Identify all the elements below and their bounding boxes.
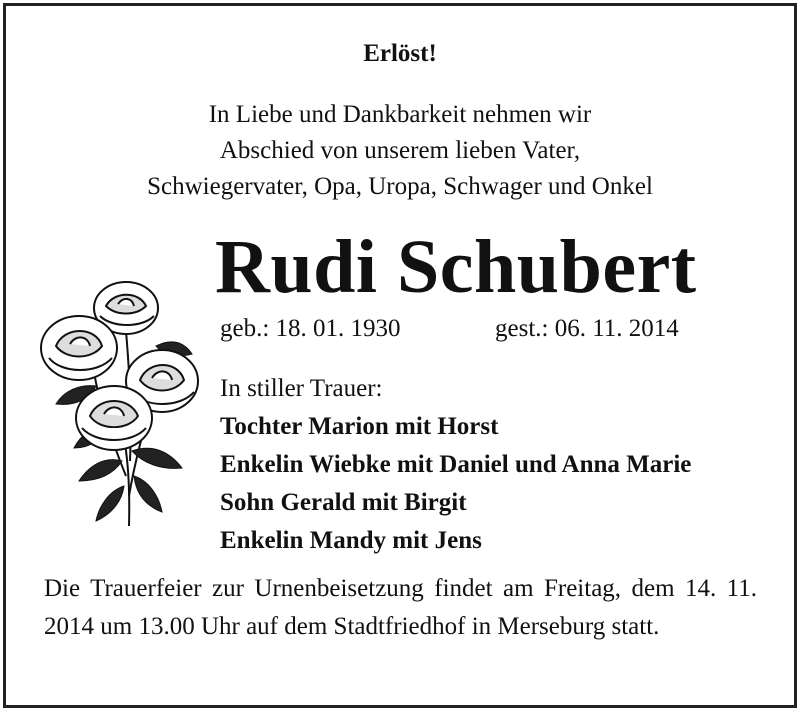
intro-text [0,97,800,205]
intro-line: In Liebe und Dankbarkeit nehmen wir [208,101,592,128]
intro-line: Schwiegervater, Opa, Uropa, Schwager und Onkel [147,173,653,200]
rose-leaf [79,460,122,481]
heading: Erlöst! [363,40,437,67]
life-dates [220,315,679,343]
mourning-label: In stiller Trauer: [220,375,383,402]
rose-leaf [132,448,182,468]
rose-leaf [96,486,124,521]
rose-leaf [134,476,162,512]
mourner-line: Enkelin Mandy mit Jens [220,527,482,554]
mourner-line: Sohn Gerald mit Birgit [220,489,467,516]
mourners-block [220,370,691,560]
rose-head [41,316,117,380]
intro-line: Abschied von unserem lieben Vater, [219,137,581,164]
mourner-line: Enkelin Wiebke mit Daniel und Anna Marie [220,451,692,478]
death-date: gest.: 06. 11. 2014 [495,315,679,342]
mourner-line: Tochter Marion mit Horst [220,413,499,440]
deceased-name: Rudi Schubert [215,225,697,309]
roses-illustration [34,276,204,536]
birth-date: geb.: 18. 01. 1930 [220,315,401,342]
rose-head [76,386,152,450]
funeral-info: Die Trauerfeier zur Urnenbeisetzung findet am Freitag, dem 14. 11. 2014 um 13.00 Uhr auf dem Stadtfriedhof in Merseburg statt. [44,575,757,640]
